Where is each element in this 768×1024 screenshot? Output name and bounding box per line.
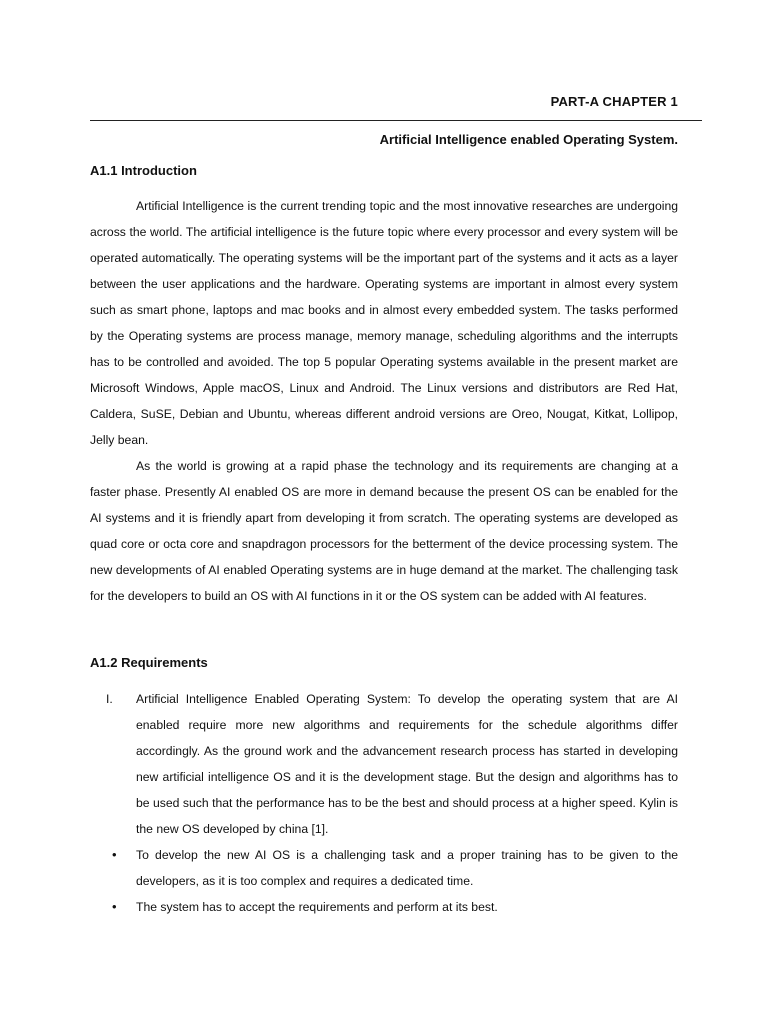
bullet-icon: • (112, 899, 117, 914)
list-item (90, 894, 678, 920)
list-item (90, 842, 678, 894)
list-item-text: The system has to accept the requirements and perform at its best. (136, 900, 498, 914)
list-item (90, 686, 678, 842)
intro-paragraph-1: Artificial Intelligence is the current trending topic and the most innovative researches are undergoing across the world. The artificial intelligence is the future topic where every processor and every system will be operated automatically. The operating systems will be the important part of the systems and it acts as a layer between the user applications and the hardware. Operating systems are important in almost every system such as smart phone, laptops and mac books and in almost every embedded system. The tasks performed by the Operating systems are process manage, memory manage, scheduling algorithms and the interrupts has to be controlled and avoided. The top 5 popular Operating systems available in the present market are Microsoft Windows, Apple macOS, Linux and Android. The Linux versions and distributors are Red Hat, Caldera, SuSE, Debian and Ubuntu, whereas different android versions are Oreo, Nougat, Kitkat, Lollipop, Jelly bean. (90, 199, 678, 447)
roman-numeral-marker: I. (106, 692, 113, 706)
section-heading-requirements: A1.2 Requirements (90, 655, 208, 670)
requirements-list (90, 686, 678, 920)
bullet-icon: • (112, 847, 117, 862)
list-item-text: Artificial Intelligence Enabled Operating System: To develop the operating system that are AI enabled require more new algorithms and requirements for the schedule algorithms differ accordingly. As the ground work and the advancement research process has started in developing new artificial intelligence OS and it is the development stage. But the design and algorithms has to be used such that the performance has to be the best and should process at a higher speed. Kylin is the new OS developed by china [1]. (136, 692, 678, 836)
list-item-text: To develop the new AI OS is a challenging task and a proper training has to be given to the developers, as it is too complex and requires a dedicated time. (136, 848, 678, 888)
header-divider (90, 120, 702, 121)
section-heading-introduction: A1.1 Introduction (90, 163, 197, 178)
chapter-header: PART-A CHAPTER 1 (550, 94, 678, 109)
document-title: Artificial Intelligence enabled Operating System. (379, 132, 678, 147)
intro-paragraph-2: As the world is growing at a rapid phase the technology and its requirements are changing at a faster phase. Presently AI enabled OS are more in demand because the present OS can be enabled for the AI systems and it is friendly apart from developing it from scratch. The operating systems are developed as quad core or octa core and snapdragon processors for the betterment of the device processing system. The new developments of AI enabled Operating systems are in huge demand at the market. The challenging task for the developers to build an OS with AI functions in it or the OS system can be added with AI features. (90, 459, 678, 603)
